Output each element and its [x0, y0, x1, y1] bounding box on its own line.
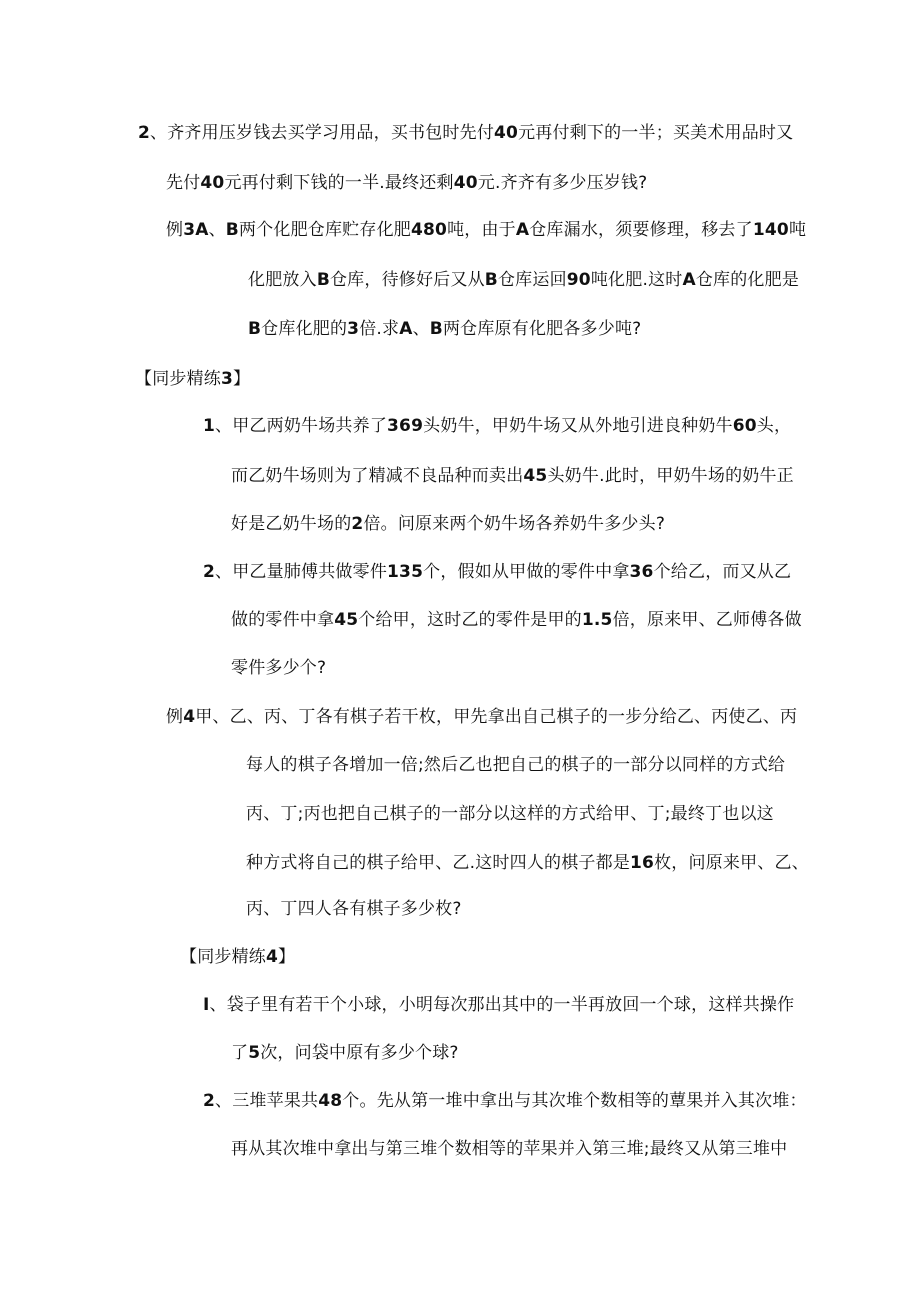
example-3-line-1: 例3A、B两个化肥仓库贮存化肥480吨，由于A仓库漏水，须要修理，移去了140吨	[166, 220, 807, 240]
example-4-line-4: 种方式将自己的棋子给甲、乙.这时四人的棋子都是16枚，问原来甲、乙、	[246, 853, 809, 873]
section-heading-practice-4: 【同步精练4】	[180, 947, 296, 967]
practice-3-q1-line-2: 而乙奶牛场则为了精减不良品种而卖出45头奶牛.此时，甲奶牛场的奶牛正	[231, 466, 794, 486]
practice-4-q1-line-1: I、袋子里有若干个小球，小明每次那出其中的一半再放回一个球，这样共操作	[203, 995, 795, 1015]
practice-3-q2-line-1: 2、甲乙量肺傅共做零件135个，假如从甲做的零件中拿36个给乙，而又从乙	[203, 562, 792, 582]
example-4-line-5: 丙、丁四人各有棋子多少枚?	[246, 899, 462, 919]
example-4-line-1: 例4甲、乙、丙、丁各有棋子若干枚，甲先拿出自己棋子的一步分给乙、丙使乙、丙	[166, 707, 798, 727]
practice-4-q2-line-2: 再从其次堆中拿出与第三堆个数相等的苹果并入第三堆;最终又从第三堆中	[231, 1139, 788, 1159]
practice-3-q2-line-3: 零件多少个?	[231, 658, 327, 678]
practice-4-q1-line-2: 了5次，问袋中原有多少个球?	[231, 1043, 459, 1063]
example-3-line-3: B仓库化肥的3倍.求A、B两仓库原有化肥各多少吨?	[248, 319, 642, 339]
practice-3-q1-line-1: 1、甲乙两奶牛场共养了369头奶牛，甲奶牛场又从外地引进良种奶牛60头，	[203, 416, 792, 436]
example-4-line-2: 每人的棋子各增加一倍;然后乙也把自己的棋子的一部分以同样的方式给	[246, 755, 786, 775]
problem-2-line-1: 2、齐齐用压岁钱去买学习用品，买书包时先付40元再付剩下的一半；买美术用品时又	[138, 123, 794, 143]
practice-3-q1-line-3: 好是乙奶牛场的2倍。问原来两个奶牛场各养奶牛多少头?	[231, 514, 666, 534]
problem-2-line-2: 先付40元再付剩下钱的一半.最终还剩40元.齐齐有多少压岁钱?	[166, 173, 648, 193]
practice-4-q2-line-1: 2、三堆苹果共48个。先从第一堆中拿出与其次堆个数相等的蕈果并入其次堆：	[203, 1091, 807, 1111]
section-heading-practice-3: 【同步精练3】	[135, 369, 251, 389]
example-3-line-2: 化肥放入B仓库，待修好后又从B仓库运回90吨化肥.这时A仓库的化肥是	[248, 270, 800, 290]
example-4-line-3: 丙、丁;丙也把自己棋子的一部分以这样的方式给甲、丁;最终丁也以这	[246, 804, 774, 824]
practice-3-q2-line-2: 做的零件中拿45个给甲，这时乙的零件是甲的1.5倍，原来甲、乙师傅各做	[231, 610, 802, 630]
